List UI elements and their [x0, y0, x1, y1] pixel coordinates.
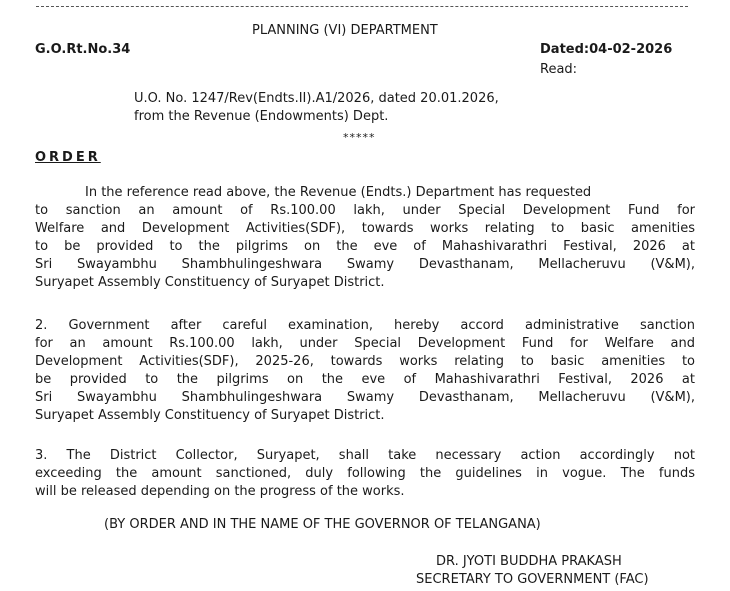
paragraph-line: to sanction an amount of Rs.100.00 lakh, under Special Development Fund for	[35, 203, 695, 218]
top-dashed-rule	[36, 6, 688, 7]
paragraph-line: Sri Swayambhu Shambhulingeshwara Swamy Devasthanam, Mellacheruvu (V&M),	[35, 257, 695, 272]
order-heading: ORDER	[35, 150, 101, 165]
paragraph-2	[35, 317, 695, 425]
signatory-name: DR. JYOTI BUDDHA PRAKASH	[436, 554, 622, 569]
reference-line-2: from the Revenue (Endowments) Dept.	[134, 109, 389, 124]
paragraph-line: for an amount Rs.100.00 lakh, under Special Development Fund for Welfare and	[35, 336, 695, 351]
separator-stars: *****	[343, 131, 376, 144]
paragraph-line: Development Activities(SDF), 2025-26, towards works relating to basic amenities to	[35, 354, 695, 369]
paragraph-line: be provided to the pilgrims on the eve of Mahashivarathri Festival, 2026 at	[35, 372, 695, 387]
paragraph-line: will be released depending on the progress of the works.	[35, 484, 405, 499]
paragraph-line: Welfare and Development Activities(SDF), towards works relating to basic amenities	[35, 221, 695, 236]
signatory-title: SECRETARY TO GOVERNMENT (FAC)	[416, 572, 649, 587]
paragraph-line: exceeding the amount sanctioned, duly following the guidelines in vogue. The funds	[35, 466, 695, 481]
paragraph-line: 3. The District Collector, Suryapet, shall take necessary action accordingly not	[35, 448, 695, 463]
paragraph-line: 2. Government after careful examination, hereby accord administrative sanction	[35, 318, 695, 333]
reference-line-1: U.O. No. 1247/Rev(Endts.II).A1/2026, dated 20.01.2026,	[134, 91, 499, 106]
department-heading: PLANNING (VI) DEPARTMENT	[252, 23, 438, 38]
paragraph-line: In the reference read above, the Revenue (Endts.) Department has requested	[85, 185, 592, 200]
paragraph-1	[35, 184, 695, 292]
go-number: G.O.Rt.No.34	[35, 42, 131, 57]
order-date: Dated:04-02-2026	[540, 42, 673, 57]
paragraph-line: Suryapet Assembly Constituency of Suryapet District.	[35, 408, 385, 423]
paragraph-line: Sri Swayambhu Shambhulingeshwara Swamy Devasthanam, Mellacheruvu (V&M),	[35, 390, 695, 405]
read-label: Read:	[540, 62, 578, 77]
paragraph-line: to be provided to the pilgrims on the eve of Mahashivarathri Festival, 2026 at	[35, 239, 695, 254]
by-order-line: (BY ORDER AND IN THE NAME OF THE GOVERNOR OF TELANGANA)	[104, 517, 541, 532]
paragraph-3	[35, 447, 695, 501]
paragraph-line: Suryapet Assembly Constituency of Suryapet District.	[35, 275, 385, 290]
